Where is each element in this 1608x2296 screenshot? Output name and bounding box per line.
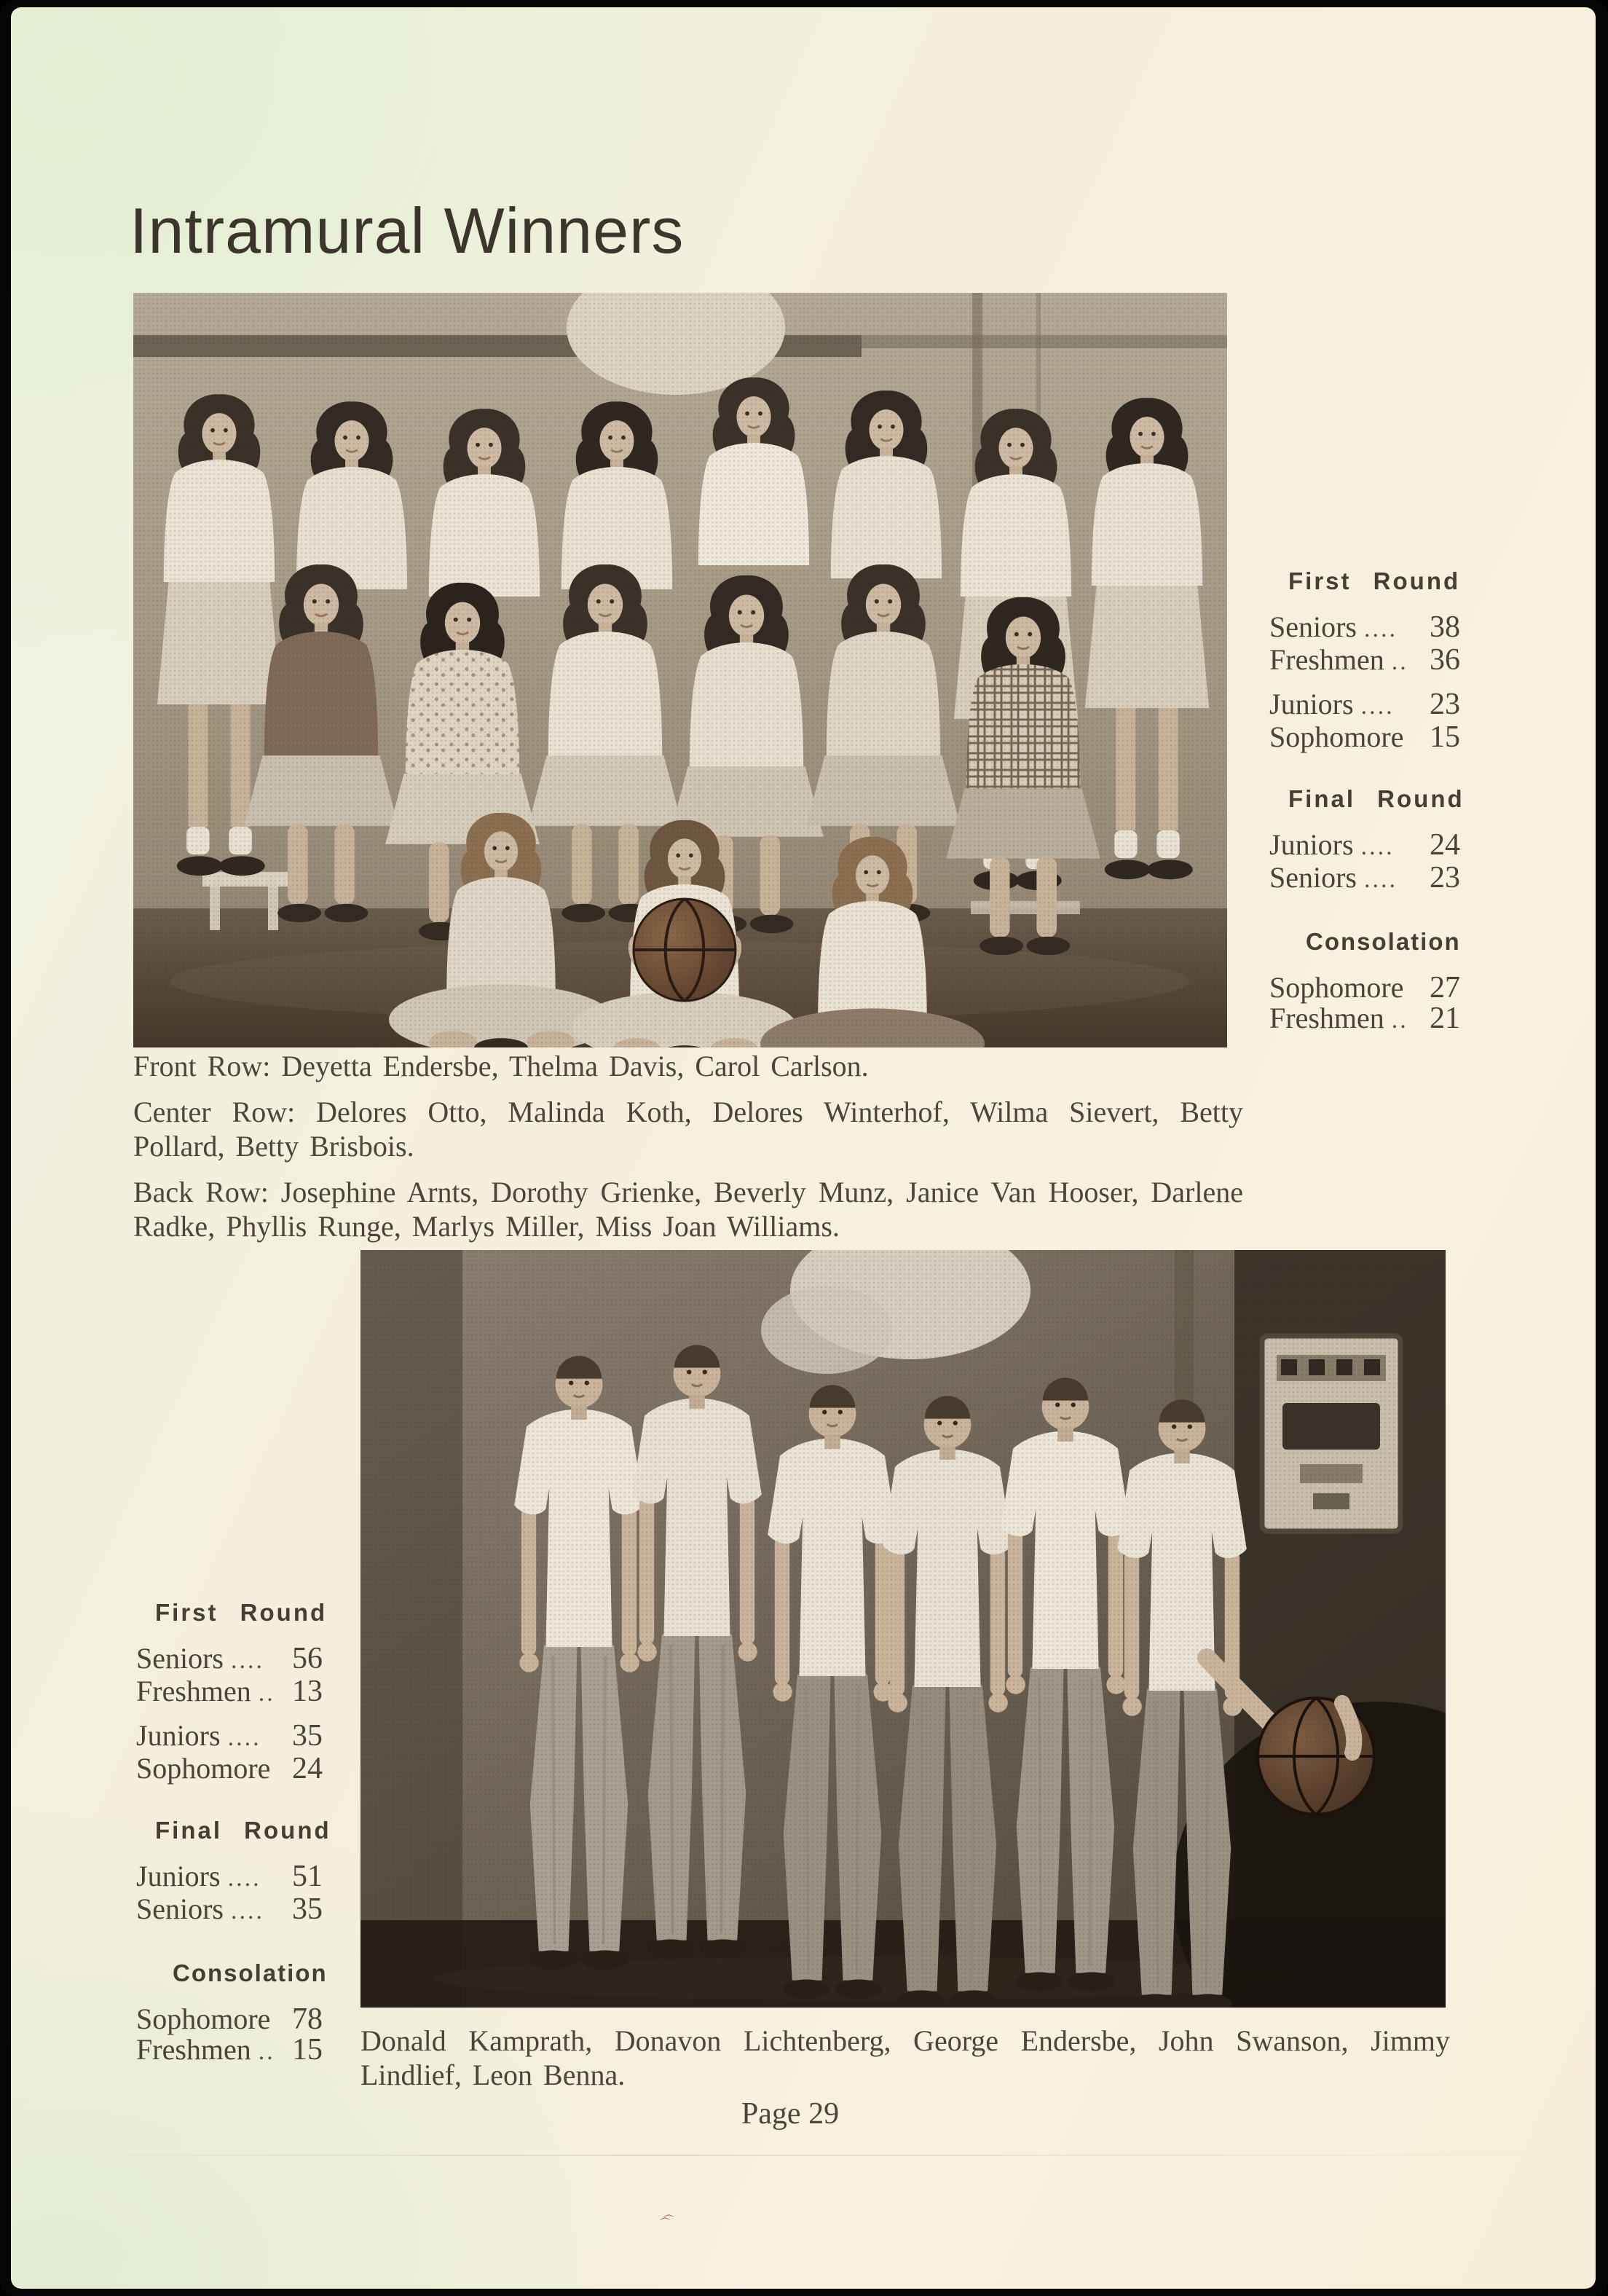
page-number: Page 29 xyxy=(741,2097,840,2131)
score-value: 38 xyxy=(1430,610,1460,644)
dots-leader: .. xyxy=(1391,648,1408,675)
girls-team-photo-graphic xyxy=(133,293,1227,1047)
girls-team-photo xyxy=(133,293,1227,1047)
score-row xyxy=(1269,862,1460,895)
score-row xyxy=(1269,689,1460,722)
score-value: 35 xyxy=(292,1719,323,1753)
score-row xyxy=(1269,1003,1460,1036)
team-name: Juniors xyxy=(1269,688,1354,720)
score-row xyxy=(136,1861,323,1894)
score-row xyxy=(1269,612,1460,645)
team-name: Juniors xyxy=(136,1719,221,1752)
dots-leader: .... xyxy=(1360,833,1395,860)
team-name: Sophomore xyxy=(1269,971,1404,1004)
score-row xyxy=(136,2004,323,2034)
score-row xyxy=(136,1643,323,1676)
score-value: 24 xyxy=(1430,828,1460,862)
team-name: Freshmen xyxy=(136,2033,251,2066)
boys-team-photo xyxy=(360,1250,1446,2008)
dots-leader: .... xyxy=(231,1898,264,1925)
team-name: Juniors xyxy=(136,1860,221,1892)
team-name: Freshmen xyxy=(1269,1002,1384,1034)
score-row xyxy=(136,2034,323,2067)
page-title: Intramural Winners xyxy=(130,194,685,267)
caption-back-row: Back Row: Josephine Arnts, Dorothy Grienke, Beverly Munz, Janice Van Hooser, Darlene Radke, Phyllis Runge, Marlys Miller, Miss Joan Williams. xyxy=(133,1176,1243,1243)
final-round-heading: Final Round xyxy=(1288,785,1465,812)
score-value: 13 xyxy=(292,1675,323,1708)
team-name: Freshmen xyxy=(136,1675,251,1707)
score-row xyxy=(136,1721,323,1753)
dots-leader: .... xyxy=(231,1647,264,1674)
dots-leader: .. xyxy=(258,1680,275,1707)
team-name: Seniors xyxy=(1269,861,1357,894)
team-name: Juniors xyxy=(1269,828,1354,861)
girls-photo-caption xyxy=(133,1049,1243,1255)
caption-center-row: Center Row: Delores Otto, Malinda Koth, Delores Winterhof, Wilma Sievert, Betty Pollard, Betty Brisbois. xyxy=(133,1096,1243,1163)
final-round-heading: Final Round xyxy=(155,1817,331,1844)
yearbook-page xyxy=(11,7,1596,2289)
score-row xyxy=(136,1676,323,1709)
score-value: 15 xyxy=(1430,720,1460,754)
scan-artifact xyxy=(665,2214,684,2226)
dots-leader: .... xyxy=(227,1724,261,1751)
caption-boys: Donald Kamprath, Donavon Lichtenberg, George Endersbe, John Swanson, Jimmy Lindlief, Leon Benna. xyxy=(360,2024,1450,2091)
first-round-heading: First Round xyxy=(155,1599,328,1626)
score-row xyxy=(1269,830,1460,862)
score-value: 24 xyxy=(292,1752,323,1785)
score-row xyxy=(136,1753,323,1784)
boys-team-photo-graphic xyxy=(360,1250,1446,2008)
score-row xyxy=(136,1894,323,1927)
score-row xyxy=(1269,645,1460,677)
team-name: Sophomore xyxy=(1269,720,1404,753)
first-round-heading: First Round xyxy=(1288,567,1461,594)
team-name: Sophomore xyxy=(136,2002,271,2035)
paper-crease xyxy=(11,2155,1596,2156)
score-value: 21 xyxy=(1430,1002,1460,1035)
dots-leader: .... xyxy=(1360,693,1395,720)
score-value: 23 xyxy=(1430,861,1460,895)
results-column-left xyxy=(136,1598,331,2067)
scoreboard-graphic xyxy=(1262,1336,1400,1531)
team-name: Seniors xyxy=(136,1642,224,1675)
team-name: Seniors xyxy=(1269,610,1357,643)
dots-leader: .. xyxy=(258,2038,275,2065)
score-value: 78 xyxy=(292,2002,323,2036)
dots-leader: .... xyxy=(227,1865,261,1892)
score-value: 23 xyxy=(1430,688,1460,721)
results-column-right xyxy=(1269,567,1465,1036)
score-value: 51 xyxy=(292,1860,323,1893)
caption-front-row: Front Row: Deyetta Endersbe, Thelma Davis, Carol Carlson. xyxy=(133,1050,869,1082)
score-row xyxy=(1269,722,1460,752)
score-value: 36 xyxy=(1430,643,1460,677)
team-name: Seniors xyxy=(136,1892,224,1925)
team-name: Sophomore xyxy=(136,1752,271,1785)
team-name: Freshmen xyxy=(1269,643,1384,676)
consolation-heading: Consolation xyxy=(1306,928,1461,955)
score-value: 56 xyxy=(292,1642,323,1675)
dots-leader: .... xyxy=(1364,616,1398,642)
score-value: 15 xyxy=(292,2033,323,2067)
consolation-heading: Consolation xyxy=(173,1959,328,1986)
score-value: 27 xyxy=(1430,971,1460,1004)
dots-leader: .... xyxy=(1364,866,1398,893)
score-row xyxy=(1269,972,1460,1003)
boys-photo-caption xyxy=(360,2024,1450,2104)
score-value: 35 xyxy=(292,1892,323,1926)
dots-leader: .. xyxy=(1391,1007,1408,1034)
